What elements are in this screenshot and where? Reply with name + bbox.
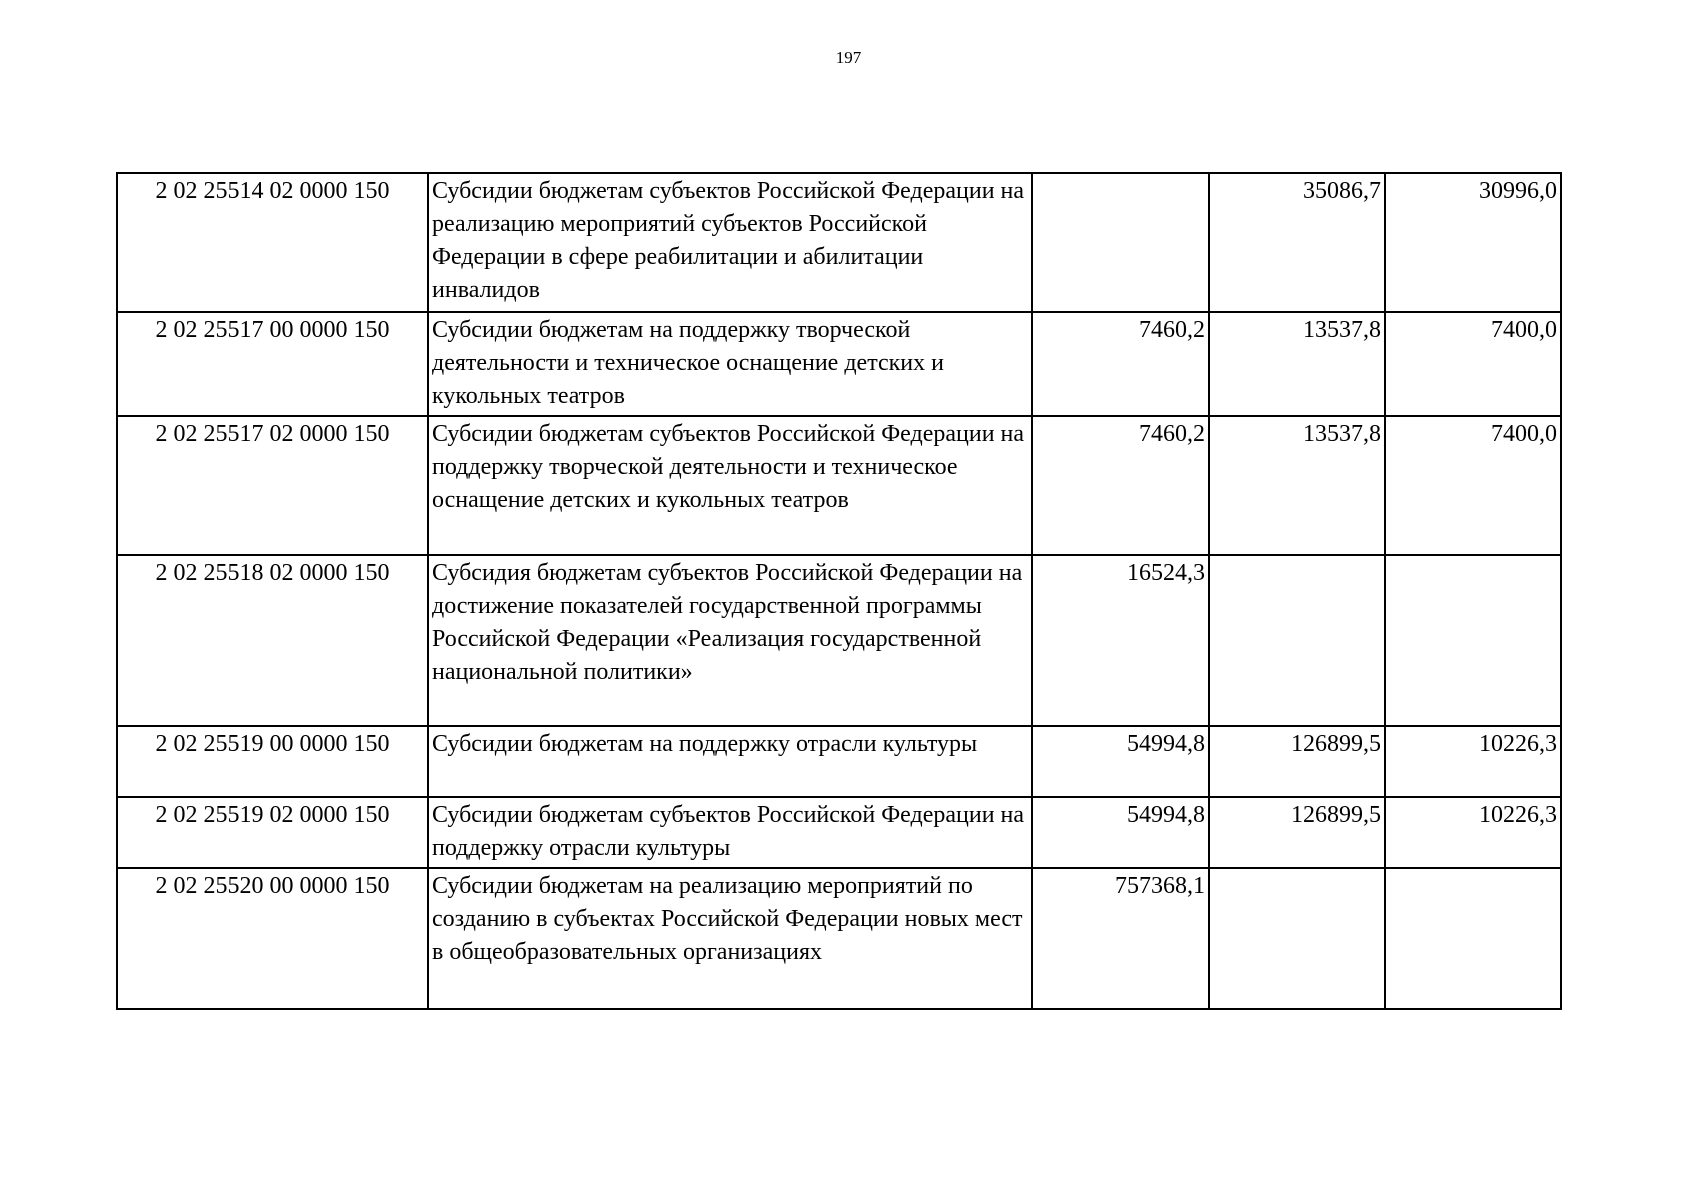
table-row [117, 726, 1561, 797]
table-row [117, 416, 1561, 555]
value-cell-2 [1209, 868, 1385, 1009]
budget-code-cell: 2 02 25517 02 0000 150 [117, 416, 428, 555]
value-cell-2: 126899,5 [1209, 797, 1385, 868]
description-cell: Субсидии бюджетам на поддержку отрасли культуры [428, 726, 1032, 797]
value-cell-2: 126899,5 [1209, 726, 1385, 797]
value-cell-1 [1032, 173, 1209, 312]
table-row [117, 797, 1561, 868]
table-row [117, 312, 1561, 416]
budget-code-cell: 2 02 25514 02 0000 150 [117, 173, 428, 312]
budget-code-cell: 2 02 25520 00 0000 150 [117, 868, 428, 1009]
page-number: 197 [835, 48, 862, 67]
description-cell: Субсидии бюджетам на реализацию мероприятий по созданию в субъектах Российской Федерации новых мест в общеобразовательных организациях [428, 868, 1032, 1009]
description-cell: Субсидии бюджетам субъектов Российской Федерации на поддержку отрасли культуры [428, 797, 1032, 868]
value-cell-1: 757368,1 [1032, 868, 1209, 1009]
table-row [117, 868, 1561, 1009]
value-cell-1: 7460,2 [1032, 312, 1209, 416]
value-cell-2: 13537,8 [1209, 312, 1385, 416]
budget-code-cell: 2 02 25519 02 0000 150 [117, 797, 428, 868]
value-cell-3: 30996,0 [1385, 173, 1561, 312]
value-cell-1: 54994,8 [1032, 726, 1209, 797]
value-cell-3: 7400,0 [1385, 312, 1561, 416]
value-cell-1: 54994,8 [1032, 797, 1209, 868]
budget-code-cell: 2 02 25519 00 0000 150 [117, 726, 428, 797]
value-cell-1: 7460,2 [1032, 416, 1209, 555]
value-cell-3 [1385, 555, 1561, 726]
value-cell-2: 35086,7 [1209, 173, 1385, 312]
value-cell-2: 13537,8 [1209, 416, 1385, 555]
budget-code-cell: 2 02 25517 00 0000 150 [117, 312, 428, 416]
value-cell-2 [1209, 555, 1385, 726]
table-row [117, 555, 1561, 726]
description-cell: Субсидии бюджетам субъектов Российской Федерации на поддержку творческой деятельности и техническое оснащение детских и кукольных театров [428, 416, 1032, 555]
value-cell-3: 10226,3 [1385, 726, 1561, 797]
value-cell-3 [1385, 868, 1561, 1009]
table-row [117, 173, 1561, 312]
description-cell: Субсидия бюджетам субъектов Российской Федерации на достижение показателей государственной программы Российской Федерации «Реализация государственной национальной политики» [428, 555, 1032, 726]
value-cell-3: 7400,0 [1385, 416, 1561, 555]
value-cell-3: 10226,3 [1385, 797, 1561, 868]
value-cell-1: 16524,3 [1032, 555, 1209, 726]
description-cell: Субсидии бюджетам субъектов Российской Федерации на реализацию мероприятий субъектов Российской Федерации в сфере реабилитации и абилитации инвалидов [428, 173, 1032, 312]
budget-table [116, 172, 1562, 1010]
budget-code-cell: 2 02 25518 02 0000 150 [117, 555, 428, 726]
description-cell: Субсидии бюджетам на поддержку творческой деятельности и техническое оснащение детских и кукольных театров [428, 312, 1032, 416]
